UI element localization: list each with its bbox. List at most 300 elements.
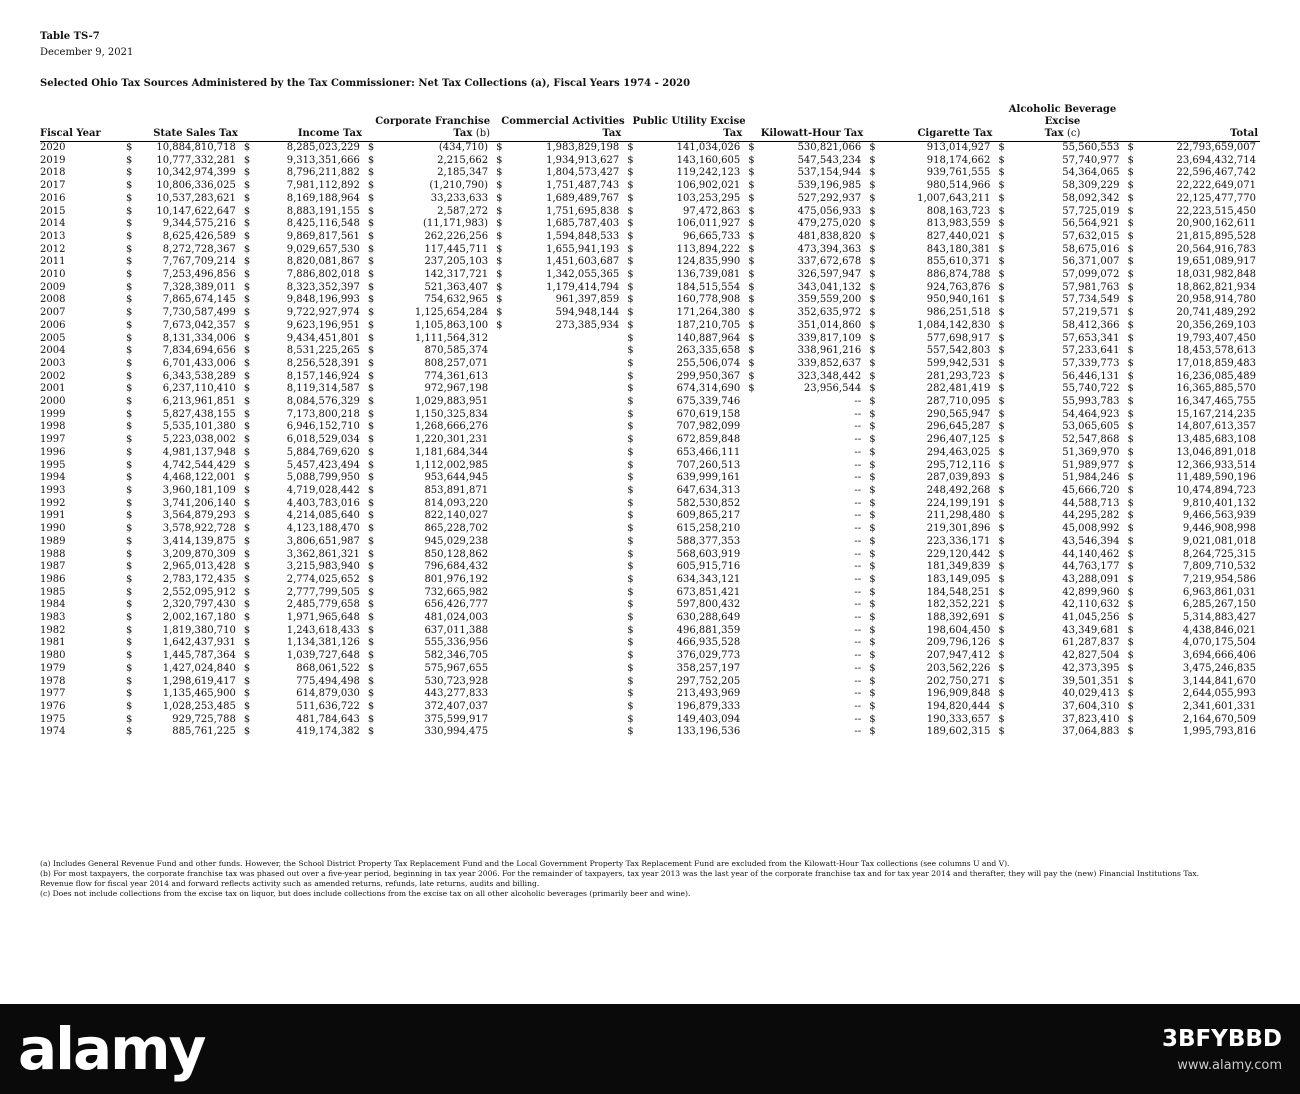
cig-cell: 1,007,643,211 [917, 192, 991, 204]
cig-cell: 557,542,803 [926, 345, 991, 357]
income-cell: 1,243,618,433 [286, 624, 360, 636]
pu-cell: 140,887,964 [676, 332, 741, 344]
pu-cell: 672,859,848 [676, 434, 741, 446]
currency-sign [492, 383, 501, 396]
cat-cell [501, 510, 623, 523]
currency-sign: $ [243, 586, 251, 598]
pu-cell: 97,472,863 [682, 205, 741, 217]
alc-cell: 45,008,992 [1062, 523, 1120, 535]
currency-sign: $ [367, 180, 375, 192]
income-cell: 8,084,576,329 [286, 396, 360, 408]
kwh-cell: 539,196,985 [797, 180, 862, 192]
currency-sign: $ [126, 573, 133, 585]
currency-sign: $ [627, 319, 634, 331]
table-row [40, 637, 1260, 650]
income-cell: 775,494,498 [296, 675, 360, 687]
fiscal-year-cell: 1986 [40, 573, 66, 585]
kwh-cell: -- [854, 523, 862, 535]
currency-sign: $ [748, 142, 755, 153]
cig-cell: 181,349,839 [926, 561, 991, 573]
currency-sign: $ [998, 573, 1005, 585]
cft-cell: 1,111,564,312 [414, 332, 489, 344]
report-date: December 9, 2021 [40, 47, 134, 58]
table-row [40, 714, 1260, 727]
currency-sign: $ [748, 370, 755, 382]
cft-cell: 117,445,711 [424, 243, 489, 255]
fiscal-year-cell: 1993 [40, 484, 66, 496]
kwh-cell: -- [854, 599, 862, 611]
alc-cell: 58,675,016 [1062, 243, 1120, 255]
cft-cell: (434,710) [438, 142, 489, 153]
kwh-cell: -- [854, 726, 862, 738]
currency-sign: $ [243, 446, 251, 458]
alc-cell: 55,560,553 [1062, 142, 1120, 153]
currency-sign: $ [998, 688, 1005, 700]
cft-cell: 575,967,655 [424, 662, 489, 674]
sales-cell: 4,742,544,429 [162, 459, 236, 471]
currency-sign: $ [869, 345, 876, 357]
currency-sign: $ [243, 396, 251, 408]
currency-sign [744, 714, 753, 727]
kwh-cell: -- [854, 434, 862, 446]
currency-sign: $ [869, 294, 876, 306]
currency-sign: $ [367, 230, 375, 242]
total-cell: 11,489,590,196 [1176, 472, 1256, 484]
kwh-cell: 479,275,020 [797, 218, 862, 230]
currency-sign [744, 676, 753, 689]
sales-cell: 5,223,038,002 [162, 434, 236, 446]
cig-cell: 855,610,371 [926, 256, 991, 268]
alc-cell: 43,546,394 [1062, 535, 1120, 547]
currency-sign: $ [627, 484, 634, 496]
currency-sign: $ [367, 548, 375, 560]
currency-sign: $ [126, 383, 133, 395]
currency-sign: $ [627, 370, 634, 382]
currency-sign [492, 421, 501, 434]
currency-sign: $ [627, 713, 634, 725]
currency-sign: $ [367, 484, 375, 496]
currency-sign: $ [1127, 637, 1134, 649]
table-row [40, 676, 1260, 689]
sales-cell: 8,625,426,589 [162, 230, 236, 242]
currency-sign: $ [998, 446, 1005, 458]
currency-sign: $ [869, 383, 876, 395]
sales-cell: 5,827,438,155 [162, 408, 236, 420]
cig-cell: 190,333,657 [926, 713, 991, 725]
kwh-cell: 339,817,109 [797, 332, 862, 344]
kwh-cell: 338,961,216 [797, 345, 862, 357]
currency-sign: $ [243, 256, 251, 268]
currency-sign: $ [243, 319, 251, 331]
currency-sign: $ [627, 472, 634, 484]
income-cell: 419,174,382 [296, 726, 360, 738]
table-row [40, 206, 1260, 219]
pu-cell: 639,999,161 [676, 472, 741, 484]
alc-cell: 45,666,720 [1062, 484, 1120, 496]
cat-cell [501, 460, 623, 473]
currency-sign: $ [998, 561, 1005, 573]
currency-sign [492, 701, 501, 714]
kwh-cell: 323,348,442 [797, 370, 862, 382]
currency-sign: $ [126, 180, 133, 192]
cat-cell: 1,751,487,743 [546, 180, 620, 192]
currency-sign: $ [627, 535, 634, 547]
currency-sign: $ [126, 434, 133, 446]
currency-sign: $ [998, 637, 1005, 649]
currency-sign: $ [998, 370, 1005, 382]
income-cell: 8,323,352,397 [286, 281, 360, 293]
currency-sign: $ [627, 192, 634, 204]
fiscal-year-cell: 1990 [40, 523, 66, 535]
currency-sign: $ [496, 142, 503, 153]
pu-cell: 103,253,295 [676, 192, 741, 204]
currency-sign [744, 701, 753, 714]
pu-cell: 106,902,021 [676, 180, 741, 192]
currency-sign: $ [126, 408, 133, 420]
cat-cell: 1,342,055,365 [546, 269, 620, 281]
currency-sign: $ [126, 281, 133, 293]
table-row [40, 371, 1260, 384]
currency-sign: $ [998, 497, 1005, 509]
currency-sign: $ [243, 612, 251, 624]
kwh-cell: -- [854, 675, 862, 687]
fiscal-year-cell: 2009 [40, 281, 66, 293]
currency-sign: $ [126, 294, 133, 306]
cig-cell: 184,548,251 [926, 586, 991, 598]
pu-cell: 707,260,513 [676, 459, 741, 471]
currency-sign: $ [367, 218, 375, 230]
sales-cell: 1,427,024,840 [162, 662, 236, 674]
currency-sign: $ [243, 307, 251, 319]
currency-sign: $ [627, 434, 634, 446]
currency-sign: $ [869, 408, 876, 420]
total-cell: 20,900,162,611 [1176, 218, 1256, 230]
total-cell: 22,793,659,007 [1176, 142, 1256, 153]
currency-sign: $ [998, 535, 1005, 547]
table-row [40, 294, 1260, 307]
fiscal-year-cell: 1980 [40, 650, 66, 662]
pu-cell: 673,851,421 [676, 586, 741, 598]
sales-cell: 8,272,728,367 [162, 243, 236, 255]
alc-cell: 57,099,072 [1062, 269, 1120, 281]
cig-cell: 296,645,287 [926, 421, 991, 433]
currency-sign: $ [1127, 294, 1134, 306]
cat-cell [501, 536, 623, 549]
currency-sign: $ [126, 523, 133, 535]
currency-sign: $ [367, 535, 375, 547]
sales-cell: 7,767,709,214 [162, 256, 236, 268]
cft-cell: 2,215,662 [437, 154, 489, 166]
cft-cell: 808,257,071 [424, 357, 489, 369]
col-commercial-activities-tax: Commercial Activities Tax [501, 104, 623, 142]
currency-sign: $ [496, 180, 503, 192]
cat-cell [501, 599, 623, 612]
kwh-cell: 473,394,363 [797, 243, 862, 255]
currency-sign: $ [243, 599, 251, 611]
currency-sign: $ [869, 612, 876, 624]
currency-sign: $ [126, 243, 133, 255]
currency-sign: $ [1127, 142, 1134, 153]
cat-cell [501, 688, 623, 701]
income-cell: 8,425,116,548 [286, 218, 360, 230]
cat-cell [501, 676, 623, 689]
income-cell: 5,884,769,620 [286, 446, 360, 458]
currency-sign [744, 561, 753, 574]
pu-cell: 568,603,919 [676, 548, 741, 560]
kwh-cell: 527,292,937 [797, 192, 862, 204]
currency-sign: $ [1127, 434, 1134, 446]
currency-sign: $ [869, 561, 876, 573]
pu-cell: 196,879,333 [676, 700, 741, 712]
alc-cell: 51,984,246 [1062, 472, 1120, 484]
currency-sign: $ [126, 230, 133, 242]
alc-cell: 57,981,763 [1062, 281, 1120, 293]
table-row [40, 167, 1260, 180]
cig-cell: 843,180,381 [926, 243, 991, 255]
alc-cell: 58,412,366 [1062, 319, 1120, 331]
currency-sign: $ [243, 192, 251, 204]
currency-sign: $ [367, 573, 375, 585]
cig-cell: 577,698,917 [926, 332, 991, 344]
table-row [40, 510, 1260, 523]
cig-cell: 939,761,555 [926, 167, 991, 179]
currency-sign: $ [748, 230, 755, 242]
income-cell: 7,886,802,018 [286, 269, 360, 281]
currency-sign: $ [367, 434, 375, 446]
fiscal-year-cell: 2005 [40, 332, 66, 344]
currency-sign: $ [869, 396, 876, 408]
income-cell: 7,981,112,892 [286, 180, 360, 192]
total-cell: 3,694,666,406 [1182, 650, 1256, 662]
kwh-cell: -- [854, 459, 862, 471]
currency-sign: $ [367, 205, 375, 217]
currency-sign: $ [998, 383, 1005, 395]
cig-cell: 290,565,947 [926, 408, 991, 420]
cft-cell: 814,093,220 [424, 497, 489, 509]
cft-cell: 1,268,666,276 [414, 421, 489, 433]
currency-sign: $ [627, 612, 634, 624]
table-row [40, 269, 1260, 282]
sales-cell: 1,445,787,364 [162, 650, 236, 662]
currency-sign: $ [367, 713, 375, 725]
table-row [40, 409, 1260, 422]
currency-sign: $ [998, 243, 1005, 255]
currency-sign: $ [869, 256, 876, 268]
cig-cell: 1,084,142,830 [917, 319, 991, 331]
currency-sign: $ [126, 396, 133, 408]
currency-sign: $ [748, 307, 755, 319]
sales-cell: 10,884,810,718 [156, 142, 236, 153]
cat-cell [501, 383, 623, 396]
kwh-cell: -- [854, 700, 862, 712]
currency-sign: $ [1127, 319, 1134, 331]
table-row [40, 726, 1260, 739]
currency-sign: $ [748, 180, 755, 192]
cat-cell [501, 447, 623, 460]
sales-cell: 929,725,788 [172, 713, 236, 725]
currency-sign: $ [496, 243, 503, 255]
table-row [40, 599, 1260, 612]
kwh-cell: 326,597,947 [797, 269, 862, 281]
currency-sign: $ [367, 167, 375, 179]
currency-sign [492, 612, 501, 625]
alc-cell: 61,287,837 [1062, 637, 1120, 649]
currency-sign: $ [869, 281, 876, 293]
currency-sign: $ [243, 243, 251, 255]
kwh-cell: 337,672,678 [797, 256, 862, 268]
currency-sign: $ [869, 662, 876, 674]
cig-cell: 950,940,161 [926, 294, 991, 306]
cft-cell: 1,112,002,985 [414, 459, 489, 471]
currency-sign [492, 345, 501, 358]
currency-sign: $ [1127, 205, 1134, 217]
currency-sign: $ [627, 700, 634, 712]
cat-cell [501, 549, 623, 562]
cft-cell: 330,994,475 [424, 726, 489, 738]
table-row [40, 282, 1260, 295]
currency-sign: $ [869, 510, 876, 522]
sales-cell: 10,342,974,399 [156, 167, 236, 179]
cig-cell: 813,983,559 [926, 218, 991, 230]
total-cell: 2,341,601,331 [1182, 700, 1256, 712]
currency-sign [492, 676, 501, 689]
cat-cell: 1,689,489,767 [546, 192, 620, 204]
table-row [40, 561, 1260, 574]
currency-sign: $ [998, 472, 1005, 484]
fiscal-year-cell: 2002 [40, 370, 66, 382]
alc-cell: 42,373,395 [1062, 662, 1120, 674]
income-cell: 9,848,196,993 [286, 294, 360, 306]
currency-sign: $ [1127, 510, 1134, 522]
currency-sign: $ [869, 484, 876, 496]
currency-sign [744, 421, 753, 434]
currency-sign: $ [869, 192, 876, 204]
currency-sign: $ [748, 167, 755, 179]
fiscal-year-cell: 2018 [40, 167, 66, 179]
tax-collections-table [40, 104, 1260, 739]
currency-sign: $ [1127, 192, 1134, 204]
currency-sign [492, 371, 501, 384]
total-cell: 3,144,841,670 [1182, 675, 1256, 687]
currency-sign: $ [998, 319, 1005, 331]
table-row [40, 345, 1260, 358]
table-row [40, 244, 1260, 257]
currency-sign: $ [243, 205, 251, 217]
currency-sign: $ [367, 624, 375, 636]
currency-sign: $ [496, 269, 503, 281]
sales-cell: 5,535,101,380 [162, 421, 236, 433]
currency-sign: $ [126, 421, 133, 433]
table-row [40, 612, 1260, 625]
cft-cell: 853,891,871 [424, 484, 489, 496]
kwh-cell: -- [854, 561, 862, 573]
currency-sign: $ [496, 205, 503, 217]
fiscal-year-cell: 1983 [40, 612, 66, 624]
fiscal-year-cell: 1985 [40, 586, 66, 598]
cat-cell: 273,385,934 [555, 319, 620, 331]
table-row [40, 574, 1260, 587]
income-cell: 6,946,152,710 [286, 421, 360, 433]
currency-sign: $ [243, 167, 251, 179]
currency-sign [744, 498, 753, 511]
currency-sign: $ [869, 243, 876, 255]
currency-sign: $ [627, 688, 634, 700]
alc-cell: 40,029,413 [1062, 688, 1120, 700]
cat-cell [501, 523, 623, 536]
alc-cell: 42,899,960 [1062, 586, 1120, 598]
fiscal-year-cell: 2008 [40, 294, 66, 306]
currency-sign: $ [367, 396, 375, 408]
cft-cell: (1,210,790) [429, 180, 489, 192]
alc-cell: 44,140,462 [1062, 548, 1120, 560]
currency-sign: $ [243, 535, 251, 547]
currency-sign: $ [869, 713, 876, 725]
currency-sign: $ [1127, 573, 1134, 585]
currency-sign: $ [243, 281, 251, 293]
currency-sign: $ [496, 294, 503, 306]
pu-cell: 647,634,313 [676, 484, 741, 496]
table-row [40, 396, 1260, 409]
table-row [40, 421, 1260, 434]
currency-sign: $ [627, 650, 634, 662]
currency-sign: $ [367, 154, 375, 166]
currency-sign: $ [367, 319, 375, 331]
table-row [40, 523, 1260, 536]
currency-sign [744, 549, 753, 562]
cft-cell: (11,171,983) [423, 218, 489, 230]
currency-sign: $ [243, 230, 251, 242]
footnote-c: (c) Does not include collections from the excise tax on liquor, but does include collections from the excise tax on all other alcoholic beverages (primarily beer and wine). [40, 889, 691, 898]
income-cell: 2,777,799,505 [286, 586, 360, 598]
total-cell: 10,474,894,723 [1176, 484, 1256, 496]
kwh-cell: -- [854, 421, 862, 433]
table-row [40, 625, 1260, 638]
kwh-cell: -- [854, 484, 862, 496]
currency-sign [492, 409, 501, 422]
pu-cell: 297,752,205 [676, 675, 741, 687]
cat-cell [501, 637, 623, 650]
currency-sign: $ [869, 535, 876, 547]
sales-cell: 10,777,332,281 [156, 154, 236, 166]
currency-sign: $ [243, 434, 251, 446]
currency-sign: $ [496, 167, 503, 179]
cft-cell: 656,426,777 [424, 599, 489, 611]
currency-sign: $ [367, 675, 375, 687]
currency-sign: $ [1127, 256, 1134, 268]
currency-sign: $ [627, 180, 634, 192]
currency-sign: $ [998, 612, 1005, 624]
kwh-cell: 23,956,544 [803, 383, 862, 395]
currency-sign [492, 561, 501, 574]
currency-sign: $ [126, 319, 133, 331]
cat-cell [501, 701, 623, 714]
cft-cell: 732,665,982 [424, 586, 489, 598]
currency-sign: $ [367, 243, 375, 255]
col-fiscal-year: Fiscal Year [40, 104, 122, 142]
currency-sign [492, 333, 501, 346]
income-cell: 9,623,196,951 [286, 319, 360, 331]
cat-cell: 594,948,144 [555, 307, 620, 319]
alc-cell: 43,349,681 [1062, 624, 1120, 636]
currency-sign [492, 396, 501, 409]
currency-sign: $ [627, 167, 634, 179]
currency-sign: $ [1127, 243, 1134, 255]
currency-sign: $ [627, 332, 634, 344]
currency-sign: $ [998, 142, 1005, 153]
total-cell: 20,356,269,103 [1176, 319, 1256, 331]
income-cell: 9,029,657,530 [286, 243, 360, 255]
currency-sign [744, 434, 753, 447]
